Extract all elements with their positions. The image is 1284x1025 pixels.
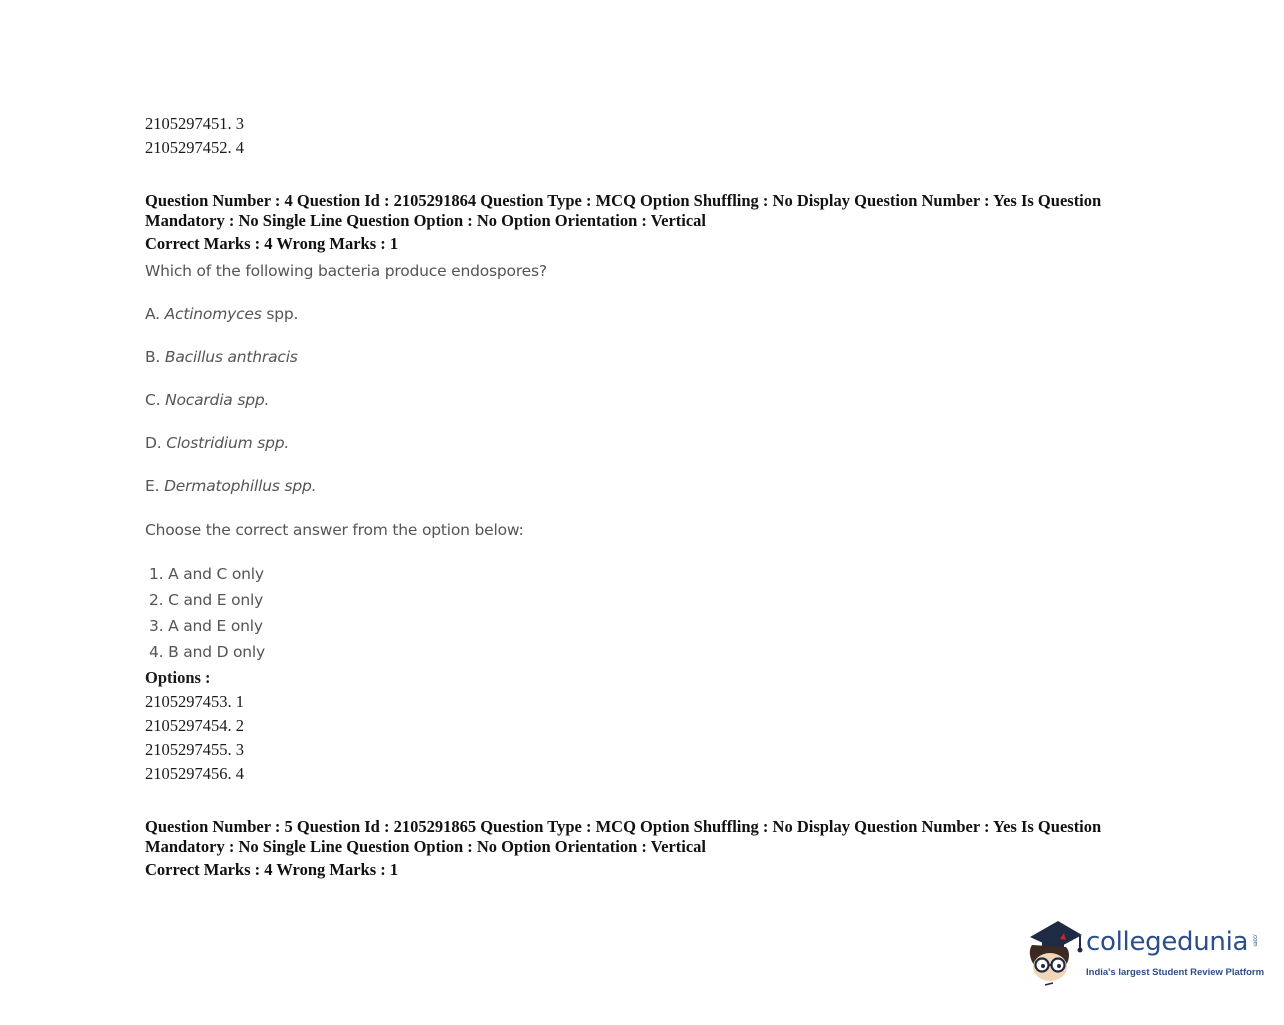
question-4-text: Which of the following bacteria produce endospores? bbox=[145, 262, 547, 280]
question-5-meta bbox=[145, 817, 1155, 857]
question-4-marks: Correct Marks : 4 Wrong Marks : 1 bbox=[145, 234, 399, 253]
option-id-line: 2105297454. 2 bbox=[145, 716, 244, 735]
options-label: Options : bbox=[145, 668, 211, 687]
question-meta-line: Mandatory : No Single Line Question Option : No Option Orientation : Vertical bbox=[145, 211, 707, 230]
question-item-a bbox=[145, 305, 298, 323]
option-id-line: 2105297451. 3 bbox=[145, 114, 244, 133]
question-item-e bbox=[145, 477, 316, 495]
item-letter: E. bbox=[145, 477, 165, 495]
option-id-line: 2105297453. 1 bbox=[145, 692, 244, 711]
question-item-b bbox=[145, 348, 298, 366]
answer-choice: 1. A and C only bbox=[149, 565, 264, 583]
question-item-c bbox=[145, 391, 269, 409]
item-text: Bacillus anthracis bbox=[164, 348, 298, 366]
options-block bbox=[145, 666, 244, 786]
question-item-d bbox=[145, 434, 289, 452]
option-id-line: 2105297456. 4 bbox=[145, 764, 244, 783]
item-text: Actinomyces bbox=[164, 305, 262, 323]
item-letter: A. bbox=[145, 305, 165, 323]
mascot-icon bbox=[1020, 915, 1084, 991]
item-text: Dermatophillus spp. bbox=[164, 477, 317, 495]
logo-tagline: India's largest Student Review Platform bbox=[1086, 967, 1265, 978]
choose-instruction: Choose the correct answer from the option below: bbox=[145, 521, 524, 539]
previous-options bbox=[145, 112, 244, 160]
answer-choice: 4. B and D only bbox=[149, 643, 266, 661]
question-meta-line: Question Number : 4 Question Id : 2105291864 Question Type : MCQ Option Shuffling : No Display Question Number : Yes Is Question bbox=[145, 191, 1102, 210]
item-letter: C. bbox=[145, 391, 166, 409]
answer-choices bbox=[145, 561, 265, 665]
item-text: Clostridium spp. bbox=[166, 434, 290, 452]
item-letter: D. bbox=[145, 434, 167, 452]
answer-choice: 2. C and E only bbox=[149, 591, 264, 609]
answer-choice: 3. A and E only bbox=[149, 617, 263, 635]
logo-com: .com bbox=[1251, 933, 1258, 947]
question-4-meta bbox=[145, 191, 1155, 231]
item-text: Nocardia spp. bbox=[165, 391, 270, 409]
question-meta-line: Mandatory : No Single Line Question Option : No Option Orientation : Vertical bbox=[145, 837, 707, 856]
logo-wordmark: collegedunia bbox=[1086, 927, 1249, 957]
collegedunia-logo bbox=[1020, 915, 1265, 995]
question-meta-line: Question Number : 5 Question Id : 2105291865 Question Type : MCQ Option Shuffling : No Display Question Number : Yes Is Question bbox=[145, 817, 1102, 836]
item-suffix: spp. bbox=[261, 305, 299, 323]
option-id-line: 2105297452. 4 bbox=[145, 138, 244, 157]
item-letter: B. bbox=[145, 348, 165, 366]
question-5-marks: Correct Marks : 4 Wrong Marks : 1 bbox=[145, 860, 399, 879]
option-id-line: 2105297455. 3 bbox=[145, 740, 244, 759]
